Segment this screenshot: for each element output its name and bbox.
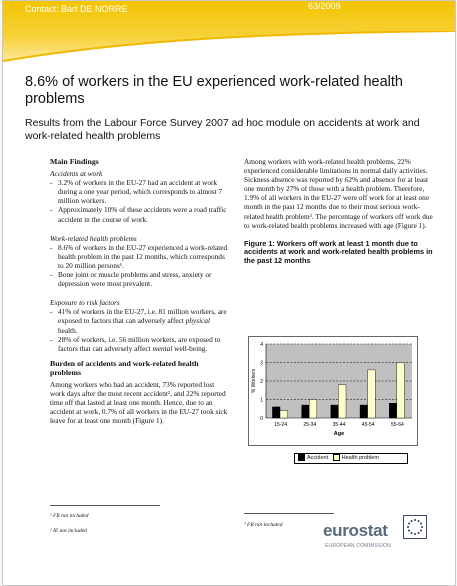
y-tick-label: 3: [260, 360, 263, 367]
contact-label: Contact: Bart DE NORRE: [25, 4, 128, 14]
bar-health-problem: [338, 385, 346, 418]
logo-subtitle: EUROPEAN COMMISSION: [325, 543, 392, 549]
x-tick-label: 35-44: [332, 422, 346, 428]
accidents-list: [50, 178, 230, 223]
y-tick-label: 4: [260, 342, 263, 348]
chart-legend: [294, 453, 408, 464]
list-item: - Approximately 10% of these accidents were a road traffic accident in the course of work.: [50, 205, 230, 223]
health-list: [50, 243, 230, 288]
bar-accident: [272, 407, 280, 418]
y-axis-label: % Workers: [251, 368, 257, 394]
bar-accident: [302, 405, 310, 418]
logo-wordmark: eurostat: [323, 521, 388, 540]
list-item: - 8.6% of workers in the EU-27 experienced a work-related health problem in the past 12 months, which corresponds to 20 million persons¹.: [50, 243, 230, 270]
y-tick-label: 0: [260, 416, 263, 422]
x-tick-label: 55-64: [391, 422, 404, 428]
bar-accident: [389, 403, 397, 418]
footnote: ¹ FR not included: [50, 513, 89, 519]
bar-health-problem: [309, 400, 317, 419]
figure-1-chart: [248, 336, 418, 446]
eu-stars-icon: [403, 515, 427, 539]
document-page: [2, 0, 456, 586]
page-title: 8.6% of workers in the EU experienced work-related health problems: [25, 74, 403, 107]
list-item: - 41% of workers in the EU-27, i.e. 81 million workers, are exposed to factors that can adversely affect physical health.: [50, 307, 230, 334]
accidents-heading: Accidents at work: [50, 169, 103, 179]
footnote-rule-left: [50, 505, 160, 506]
footnote-rule-right: [244, 513, 334, 514]
figure-title: Figure 1: Workers off work at least 1 month due to accidents at work and work-related health problems in the past 12 months: [244, 238, 433, 265]
legend-label-health: Health problem: [341, 455, 379, 461]
list-item: - Bone joint or muscle problems and stress, anxiety or depression were most prevalent.: [50, 270, 230, 288]
x-tick-label: 15-24: [274, 422, 287, 428]
bar-health-problem: [280, 411, 288, 418]
burden-heading: Burden of accidents and work-related health problems: [50, 358, 199, 377]
x-tick-label: 25-34: [303, 422, 317, 428]
y-tick-label: 1: [260, 397, 263, 404]
legend-swatch-health: [333, 454, 340, 461]
bar-health-problem: [368, 370, 376, 418]
left-column: [50, 157, 230, 425]
burden-text: Among workers who had an accident, 73% reported lost work days after the most recent accident², and 22% reported time off that lasted at least one month. Hence, due to an accident at work, 0.7% of all workers in the EU-27 took sick leave for at least one month (Figure 1).: [50, 379, 228, 426]
legend-label-accident: Accident: [307, 455, 329, 461]
x-axis-label: Age: [333, 431, 345, 437]
x-tick-label: 45-54: [361, 422, 375, 428]
page-subtitle: Results from the Labour Force Survey 2007 ad hoc module on accidents at work and work-related health problems: [25, 117, 420, 142]
main-findings-heading: Main Findings: [50, 157, 99, 166]
footnote: ³ FR not included: [244, 522, 283, 528]
bar-health-problem: [397, 363, 405, 419]
list-item: - 28% of workers, i.e. 56 million workers, are exposed to factors that can adversely affect mental well-being.: [50, 335, 230, 353]
bar-accident: [360, 405, 368, 418]
eurostat-logo: [323, 513, 441, 559]
bar-accident: [331, 405, 339, 418]
exposure-heading: Exposure to risk factors: [50, 298, 120, 308]
right-paragraph: Among workers with work-related health problems, 22% experienced considerable limitations in normal daily activities. Sickness absence was reported by 62% and absence for at least one month by 27% of those with a health problem. Therefore, 1.9% of all workers in the EU-27 were off work for at least one month in the past 12 months due to their most serious work-related health problem³. The percentage of workers off work due to work-related health problems increased with age (Figure 1).: [244, 157, 433, 230]
right-column: [244, 157, 434, 266]
legend-swatch-accident: [298, 454, 305, 461]
issue-number: 63/2009: [308, 1, 341, 11]
y-tick-label: 2: [260, 379, 263, 385]
header-swoosh: [3, 31, 455, 71]
list-item: - 3.2% of workers in the EU-27 had an accident at work during a one year period, which corresponds to almost 7 million workers.: [50, 178, 230, 205]
footnote: ² IE not included: [50, 528, 87, 534]
health-heading: Work-related health problems: [50, 233, 137, 243]
exposure-list: [50, 307, 230, 352]
